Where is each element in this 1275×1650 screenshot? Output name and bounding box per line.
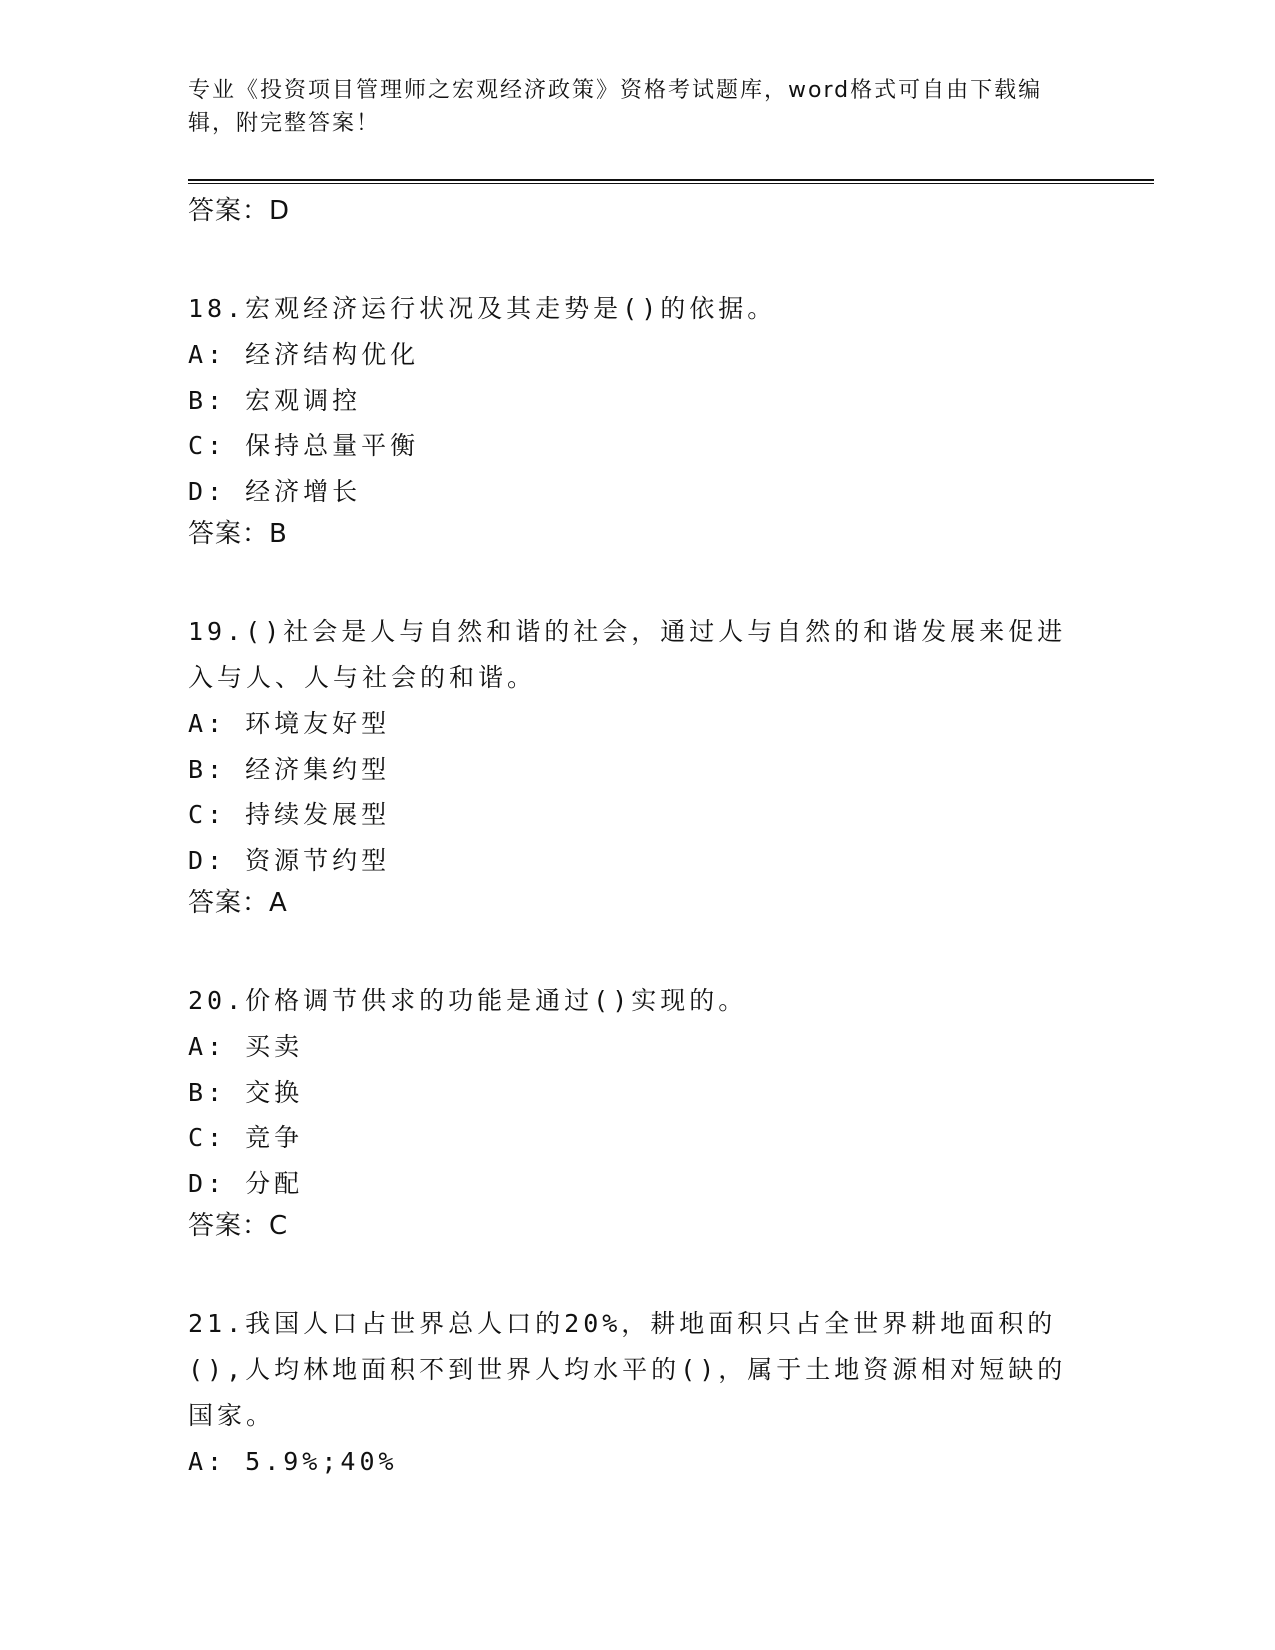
header-rule bbox=[188, 179, 1154, 181]
question-19-text: 19.()社会是人与自然和谐的社会，通过人与自然的和谐发展来促进入与人、人与社会的和谐。 bbox=[188, 617, 1067, 692]
question-19 bbox=[188, 609, 1078, 923]
question-18-option-b: B: 宏观调控 bbox=[188, 385, 362, 415]
spacer bbox=[188, 554, 1078, 609]
header-rule-thin bbox=[188, 183, 1154, 184]
question-20-option-a: A: 买卖 bbox=[188, 1032, 304, 1061]
question-18-option-c: C: 保持总量平衡 bbox=[188, 431, 420, 460]
spacer bbox=[188, 231, 1078, 286]
answer-19: 答案：A bbox=[188, 888, 288, 918]
question-18-option-d: D: 经济增长 bbox=[188, 476, 362, 506]
question-19-option-a: A: 环境友好型 bbox=[188, 709, 391, 738]
answer-18: 答案：B bbox=[188, 519, 288, 549]
question-19-option-c: C: 持续发展型 bbox=[188, 800, 391, 829]
question-18 bbox=[188, 286, 1078, 554]
question-20-option-c: C: 竞争 bbox=[188, 1123, 304, 1152]
question-18-text: 18.宏观经济运行状况及其走势是()的依据。 bbox=[188, 294, 777, 323]
question-21-text: 21.我国人口占世界总人口的20%，耕地面积只占全世界耕地面积的(),人均林地面积不到世界人均水平的()，属于土地资源相对短缺的国家。 bbox=[188, 1309, 1067, 1430]
spacer bbox=[188, 923, 1078, 978]
question-21-option-a: A: 5.9%;40% bbox=[188, 1447, 398, 1476]
answer-17: 答案：D bbox=[188, 196, 291, 226]
question-20-text: 20.价格调节供求的功能是通过()实现的。 bbox=[188, 986, 748, 1015]
question-19-option-d: D: 资源节约型 bbox=[188, 845, 391, 875]
question-20 bbox=[188, 978, 1078, 1246]
question-19-option-b: B: 经济集约型 bbox=[188, 754, 391, 784]
question-20-option-d: D: 分配 bbox=[188, 1168, 304, 1198]
question-list bbox=[188, 191, 1078, 1485]
spacer bbox=[188, 1246, 1078, 1301]
question-21 bbox=[188, 1301, 1078, 1485]
question-18-option-a: A: 经济结构优化 bbox=[188, 340, 420, 369]
question-20-option-b: B: 交换 bbox=[188, 1077, 304, 1107]
page-header: 专业《投资项目管理师之宏观经济政策》资格考试题库，word格式可自由下载编辑，附完整答案！ bbox=[188, 78, 1043, 136]
answer-20: 答案：C bbox=[188, 1211, 289, 1241]
